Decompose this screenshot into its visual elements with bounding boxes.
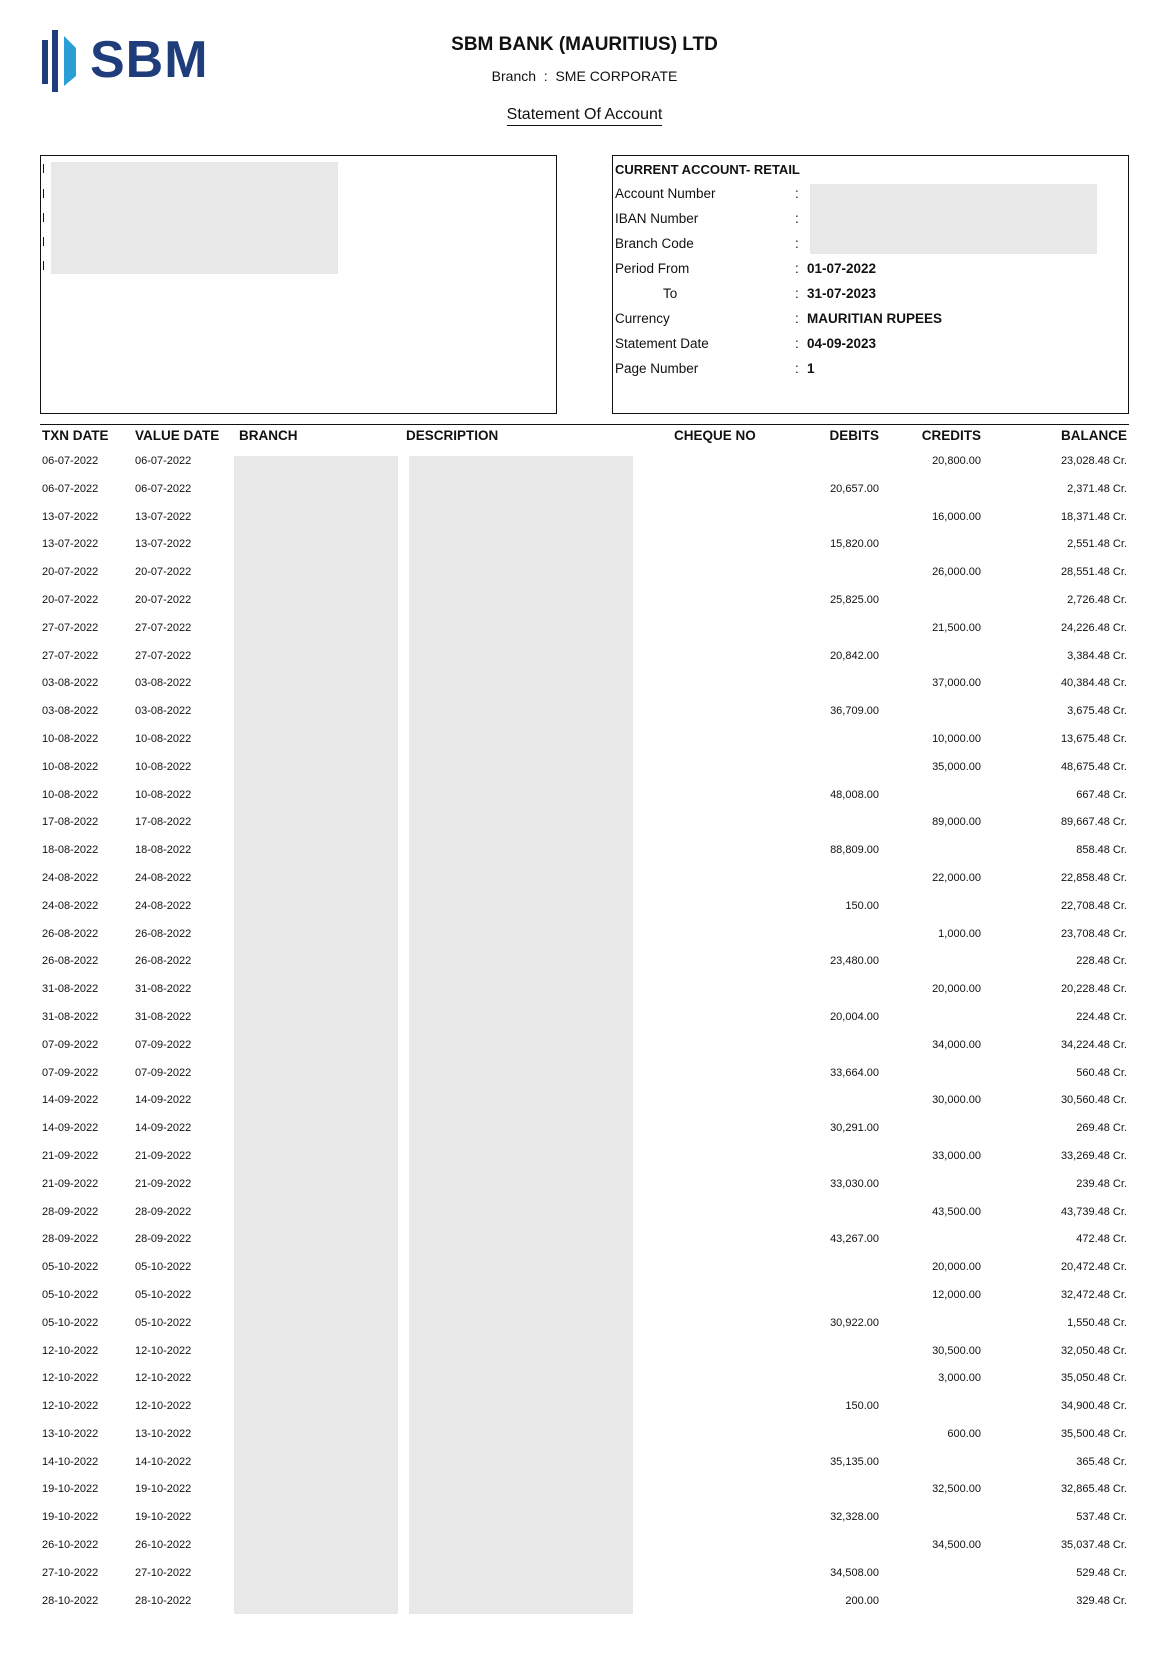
balance-cell: 239.48 Cr. [1076, 1177, 1127, 1190]
credit-cell: 16,000.00 [932, 510, 981, 523]
balance-cell: 32,472.48 Cr. [1060, 1288, 1127, 1301]
credit-cell: 26,000.00 [932, 566, 981, 579]
debit-cell: 43,267.00 [830, 1233, 879, 1246]
value-date-cell: 14-10-2022 [135, 1455, 192, 1468]
table-row [0, 1258, 1169, 1286]
debit-cell: 20,004.00 [830, 1010, 879, 1023]
value-date-cell: 28-10-2022 [135, 1594, 192, 1607]
balance-cell: 43,739.48 Cr. [1060, 1205, 1127, 1218]
balance-cell: 32,865.48 Cr. [1060, 1483, 1127, 1496]
table-row [0, 730, 1169, 758]
txn-date-cell: 28-09-2022 [42, 1233, 99, 1246]
balance-cell: 89,667.48 Cr. [1060, 816, 1127, 829]
balance-cell: 22,858.48 Cr. [1060, 871, 1127, 884]
balance-cell: 537.48 Cr. [1076, 1511, 1127, 1524]
balance-cell: 269.48 Cr. [1076, 1122, 1127, 1135]
balance-cell: 35,037.48 Cr. [1060, 1539, 1127, 1552]
table-row [0, 563, 1169, 591]
balance-cell: 23,708.48 Cr. [1060, 927, 1127, 940]
table-row [0, 1453, 1169, 1481]
value-date-cell: 28-09-2022 [135, 1233, 192, 1246]
table-row [0, 1536, 1169, 1564]
txn-date-cell: 19-10-2022 [42, 1483, 99, 1496]
balance-cell: 23,028.48 Cr. [1060, 455, 1127, 467]
value-date-cell: 14-09-2022 [135, 1122, 192, 1135]
col-header-balance: BALANCE [1061, 428, 1127, 443]
txn-date-cell: 06-07-2022 [42, 455, 99, 467]
value-date-cell: 26-10-2022 [135, 1539, 192, 1552]
balance-cell: 858.48 Cr. [1076, 844, 1127, 857]
branch-code-label: Branch Code [615, 236, 694, 251]
txn-date-cell: 12-10-2022 [42, 1372, 99, 1385]
credit-cell: 32,500.00 [932, 1483, 981, 1496]
table-row [0, 1008, 1169, 1036]
txn-date-cell: 14-09-2022 [42, 1122, 99, 1135]
value-date-cell: 21-09-2022 [135, 1177, 192, 1190]
currency-value: MAURITIAN RUPEES [807, 311, 943, 326]
debit-cell: 30,922.00 [830, 1316, 879, 1329]
table-row [0, 480, 1169, 508]
period-to-label: To [663, 286, 678, 301]
txn-date-cell: 28-09-2022 [42, 1205, 99, 1218]
txn-date-cell: 03-08-2022 [42, 705, 99, 718]
logo-text: SBM [90, 31, 209, 89]
table-row [0, 591, 1169, 619]
balance-cell: 2,726.48 Cr. [1067, 593, 1127, 606]
balance-cell: 20,472.48 Cr. [1060, 1261, 1127, 1274]
value-date-cell: 26-08-2022 [135, 927, 192, 940]
credit-cell: 43,500.00 [932, 1205, 981, 1218]
balance-cell: 40,384.48 Cr. [1060, 677, 1127, 690]
txn-date-cell: 13-07-2022 [42, 538, 99, 551]
txn-date-cell: 13-07-2022 [42, 510, 99, 523]
credit-cell: 3,000.00 [938, 1372, 981, 1385]
table-row [0, 1508, 1169, 1536]
statement-date-value: 04-09-2023 [807, 336, 877, 351]
table-row [0, 952, 1169, 980]
txn-date-cell: 05-10-2022 [42, 1316, 99, 1329]
value-date-cell: 14-09-2022 [135, 1094, 192, 1107]
txn-date-cell: 18-08-2022 [42, 844, 99, 857]
debit-cell: 23,480.00 [830, 955, 879, 968]
value-date-cell: 18-08-2022 [135, 844, 192, 857]
credit-cell: 33,000.00 [932, 1149, 981, 1162]
txn-date-cell: 20-07-2022 [42, 566, 99, 579]
branch-label: Branch [491, 68, 537, 84]
debit-cell: 88,809.00 [830, 844, 879, 857]
txn-date-cell: 14-09-2022 [42, 1094, 99, 1107]
txn-date-cell: 10-08-2022 [42, 788, 99, 801]
table-row [0, 841, 1169, 869]
table-row [0, 1064, 1169, 1092]
value-date-cell: 27-07-2022 [135, 649, 192, 662]
credit-cell: 30,000.00 [932, 1094, 981, 1107]
debit-cell: 150.00 [845, 1400, 879, 1413]
balance-cell: 224.48 Cr. [1076, 1010, 1127, 1023]
txn-date-cell: 27-07-2022 [42, 649, 99, 662]
value-date-cell: 10-08-2022 [135, 760, 192, 773]
branch-separator: : [539, 68, 552, 84]
balance-cell: 2,371.48 Cr. [1067, 482, 1127, 495]
page-number-label: Page Number [615, 361, 699, 376]
branch-line [0, 68, 1169, 84]
txn-date-cell: 14-10-2022 [42, 1455, 99, 1468]
txn-date-cell: 31-08-2022 [42, 983, 99, 996]
col-header-credits: CREDITS [921, 428, 981, 443]
table-row [0, 674, 1169, 702]
debit-cell: 150.00 [845, 899, 879, 912]
value-date-cell: 07-09-2022 [135, 1066, 192, 1079]
value-date-cell: 13-07-2022 [135, 538, 192, 551]
value-date-cell: 10-08-2022 [135, 732, 192, 745]
credit-cell: 34,500.00 [932, 1539, 981, 1552]
credit-cell: 30,500.00 [932, 1344, 981, 1357]
txn-date-cell: 05-10-2022 [42, 1261, 99, 1274]
balance-cell: 3,384.48 Cr. [1067, 649, 1127, 662]
colon: : [795, 336, 799, 351]
debit-cell: 34,508.00 [830, 1566, 879, 1579]
table-row [0, 1425, 1169, 1453]
txn-date-cell: 10-08-2022 [42, 760, 99, 773]
redaction-edge [43, 189, 44, 198]
table-row [0, 1119, 1169, 1147]
value-date-cell: 13-10-2022 [135, 1427, 192, 1440]
txn-date-cell: 07-09-2022 [42, 1038, 99, 1051]
table-row [0, 1203, 1169, 1231]
debit-cell: 30,291.00 [830, 1122, 879, 1135]
credit-cell: 20,000.00 [932, 1261, 981, 1274]
credit-cell: 89,000.00 [932, 816, 981, 829]
table-row [0, 1230, 1169, 1258]
txn-date-cell: 13-10-2022 [42, 1427, 99, 1440]
value-date-cell: 21-09-2022 [135, 1149, 192, 1162]
txn-date-cell: 20-07-2022 [42, 593, 99, 606]
credit-cell: 37,000.00 [932, 677, 981, 690]
value-date-cell: 13-07-2022 [135, 510, 192, 523]
value-date-cell: 05-10-2022 [135, 1261, 192, 1274]
redaction-edge [43, 213, 44, 222]
txn-date-cell: 07-09-2022 [42, 1066, 99, 1079]
value-date-cell: 27-07-2022 [135, 621, 192, 634]
credit-cell: 34,000.00 [932, 1038, 981, 1051]
balance-cell: 28,551.48 Cr. [1060, 566, 1127, 579]
account-info-box [612, 155, 1129, 414]
value-date-cell: 31-08-2022 [135, 1010, 192, 1023]
table-row [0, 925, 1169, 953]
table-row [0, 1091, 1169, 1119]
txn-date-cell: 19-10-2022 [42, 1511, 99, 1524]
bank-name: SBM BANK (MAURITIUS) LTD [451, 34, 718, 55]
credit-cell: 21,500.00 [932, 621, 981, 634]
debit-cell: 20,657.00 [830, 482, 879, 495]
value-date-cell: 05-10-2022 [135, 1316, 192, 1329]
table-row [0, 1397, 1169, 1425]
table-row [0, 786, 1169, 814]
redaction-edge [43, 261, 44, 270]
txn-date-cell: 24-08-2022 [42, 899, 99, 912]
value-date-cell: 12-10-2022 [135, 1372, 192, 1385]
credit-cell: 12,000.00 [932, 1288, 981, 1301]
txn-date-cell: 21-09-2022 [42, 1149, 99, 1162]
currency-label: Currency [615, 311, 670, 326]
value-date-cell: 12-10-2022 [135, 1400, 192, 1413]
value-date-cell: 20-07-2022 [135, 593, 192, 606]
table-row [0, 535, 1169, 563]
txn-date-cell: 26-08-2022 [42, 927, 99, 940]
value-date-cell: 06-07-2022 [135, 482, 192, 495]
balance-cell: 30,560.48 Cr. [1060, 1094, 1127, 1107]
credit-cell: 35,000.00 [932, 760, 981, 773]
table-row [0, 1369, 1169, 1397]
txn-date-cell: 10-08-2022 [42, 732, 99, 745]
balance-cell: 1,550.48 Cr. [1067, 1316, 1127, 1329]
balance-cell: 667.48 Cr. [1076, 788, 1127, 801]
address-redaction [51, 162, 338, 274]
debit-cell: 35,135.00 [830, 1455, 879, 1468]
value-date-cell: 24-08-2022 [135, 871, 192, 884]
table-row [0, 980, 1169, 1008]
txn-date-cell: 12-10-2022 [42, 1344, 99, 1357]
value-date-cell: 19-10-2022 [135, 1511, 192, 1524]
credit-cell: 10,000.00 [932, 732, 981, 745]
table-row [0, 702, 1169, 730]
colon: : [795, 311, 799, 326]
table-row [0, 1147, 1169, 1175]
txn-date-cell: 06-07-2022 [42, 482, 99, 495]
credit-cell: 600.00 [947, 1427, 981, 1440]
table-row [0, 1286, 1169, 1314]
colon: : [795, 236, 799, 251]
txn-date-cell: 12-10-2022 [42, 1400, 99, 1413]
balance-cell: 2,551.48 Cr. [1067, 538, 1127, 551]
table-row [0, 1480, 1169, 1508]
redaction-edge [43, 164, 44, 173]
value-date-cell: 24-08-2022 [135, 899, 192, 912]
period-from-label: Period From [615, 261, 690, 276]
statement-title [0, 106, 1169, 124]
txn-date-cell: 03-08-2022 [42, 677, 99, 690]
balance-cell: 3,675.48 Cr. [1067, 705, 1127, 718]
value-date-cell: 05-10-2022 [135, 1288, 192, 1301]
col-header-value-date: VALUE DATE [135, 428, 220, 443]
col-header-cheque-no: CHEQUE NO [674, 428, 756, 443]
balance-cell: 529.48 Cr. [1076, 1566, 1127, 1579]
txn-date-cell: 27-10-2022 [42, 1566, 99, 1579]
branch-value: SME CORPORATE [555, 68, 678, 84]
debit-cell: 20,842.00 [830, 649, 879, 662]
table-header-rule [40, 424, 1129, 425]
value-date-cell: 20-07-2022 [135, 566, 192, 579]
iban-label: IBAN Number [615, 211, 699, 226]
balance-cell: 35,050.48 Cr. [1060, 1372, 1127, 1385]
value-date-cell: 10-08-2022 [135, 788, 192, 801]
table-row [0, 619, 1169, 647]
debit-cell: 36,709.00 [830, 705, 879, 718]
table-row [0, 1314, 1169, 1342]
balance-cell: 24,226.48 Cr. [1060, 621, 1127, 634]
page-number-value: 1 [807, 361, 815, 376]
balance-cell: 472.48 Cr. [1076, 1233, 1127, 1246]
table-row [0, 1175, 1169, 1203]
debit-cell: 48,008.00 [830, 788, 879, 801]
table-row [0, 758, 1169, 786]
colon: : [795, 286, 799, 301]
colon: : [795, 211, 799, 226]
txn-date-cell: 26-10-2022 [42, 1539, 99, 1552]
txn-date-cell: 17-08-2022 [42, 816, 99, 829]
txn-date-cell: 05-10-2022 [42, 1288, 99, 1301]
statement-title-text: Statement Of Account [507, 106, 663, 126]
table-row [0, 647, 1169, 675]
table-row [0, 869, 1169, 897]
value-date-cell: 03-08-2022 [135, 677, 192, 690]
account-details-redaction [810, 184, 1097, 254]
balance-cell: 22,708.48 Cr. [1060, 899, 1127, 912]
value-date-cell: 19-10-2022 [135, 1483, 192, 1496]
txn-date-cell: 31-08-2022 [42, 1010, 99, 1023]
colon: : [795, 186, 799, 201]
table-row [0, 813, 1169, 841]
value-date-cell: 28-09-2022 [135, 1205, 192, 1218]
credit-cell: 22,000.00 [932, 871, 981, 884]
balance-cell: 34,900.48 Cr. [1060, 1400, 1127, 1413]
value-date-cell: 26-08-2022 [135, 955, 192, 968]
txn-date-cell: 26-08-2022 [42, 955, 99, 968]
period-to-value: 31-07-2023 [807, 286, 877, 301]
value-date-cell: 17-08-2022 [135, 816, 192, 829]
balance-cell: 560.48 Cr. [1076, 1066, 1127, 1079]
balance-cell: 13,675.48 Cr. [1060, 732, 1127, 745]
txn-date-cell: 21-09-2022 [42, 1177, 99, 1190]
table-row [0, 452, 1169, 480]
balance-cell: 34,224.48 Cr. [1060, 1038, 1127, 1051]
txn-date-cell: 28-10-2022 [42, 1594, 99, 1607]
table-row [0, 508, 1169, 536]
debit-cell: 200.00 [845, 1594, 879, 1607]
account-type: CURRENT ACCOUNT- RETAIL [615, 162, 800, 177]
txn-date-cell: 24-08-2022 [42, 871, 99, 884]
account-number-label: Account Number [615, 186, 716, 201]
value-date-cell: 03-08-2022 [135, 705, 192, 718]
debit-cell: 15,820.00 [830, 538, 879, 551]
table-row [0, 897, 1169, 925]
txn-date-cell: 27-07-2022 [42, 621, 99, 634]
value-date-cell: 27-10-2022 [135, 1566, 192, 1579]
value-date-cell: 12-10-2022 [135, 1344, 192, 1357]
table-row [0, 1564, 1169, 1592]
colon: : [795, 361, 799, 376]
balance-cell: 48,675.48 Cr. [1060, 760, 1127, 773]
balance-cell: 18,371.48 Cr. [1060, 510, 1127, 523]
balance-cell: 329.48 Cr. [1076, 1594, 1127, 1607]
balance-cell: 32,050.48 Cr. [1060, 1344, 1127, 1357]
balance-cell: 35,500.48 Cr. [1060, 1427, 1127, 1440]
balance-cell: 228.48 Cr. [1076, 955, 1127, 968]
col-header-txn-date: TXN DATE [42, 428, 109, 443]
credit-cell: 20,000.00 [932, 983, 981, 996]
debit-cell: 33,030.00 [830, 1177, 879, 1190]
debit-cell: 25,825.00 [830, 593, 879, 606]
table-row [0, 1592, 1169, 1620]
table-row [0, 1036, 1169, 1064]
statement-date-label: Statement Date [615, 336, 709, 351]
col-header-debits: DEBITS [829, 428, 879, 443]
credit-cell: 1,000.00 [938, 927, 981, 940]
balance-cell: 365.48 Cr. [1076, 1455, 1127, 1468]
col-header-branch: BRANCH [239, 428, 298, 443]
value-date-cell: 06-07-2022 [135, 455, 192, 467]
col-header-description: DESCRIPTION [406, 428, 499, 443]
customer-address-box [40, 155, 557, 414]
value-date-cell: 07-09-2022 [135, 1038, 192, 1051]
credit-cell: 20,800.00 [932, 455, 981, 467]
colon: : [795, 261, 799, 276]
value-date-cell: 31-08-2022 [135, 983, 192, 996]
table-row [0, 1342, 1169, 1370]
debit-cell: 33,664.00 [830, 1066, 879, 1079]
balance-cell: 20,228.48 Cr. [1060, 983, 1127, 996]
transactions-table-body [0, 452, 1169, 1619]
balance-cell: 33,269.48 Cr. [1060, 1149, 1127, 1162]
debit-cell: 32,328.00 [830, 1511, 879, 1524]
period-from-value: 01-07-2022 [807, 261, 877, 276]
redaction-edge [43, 237, 44, 246]
